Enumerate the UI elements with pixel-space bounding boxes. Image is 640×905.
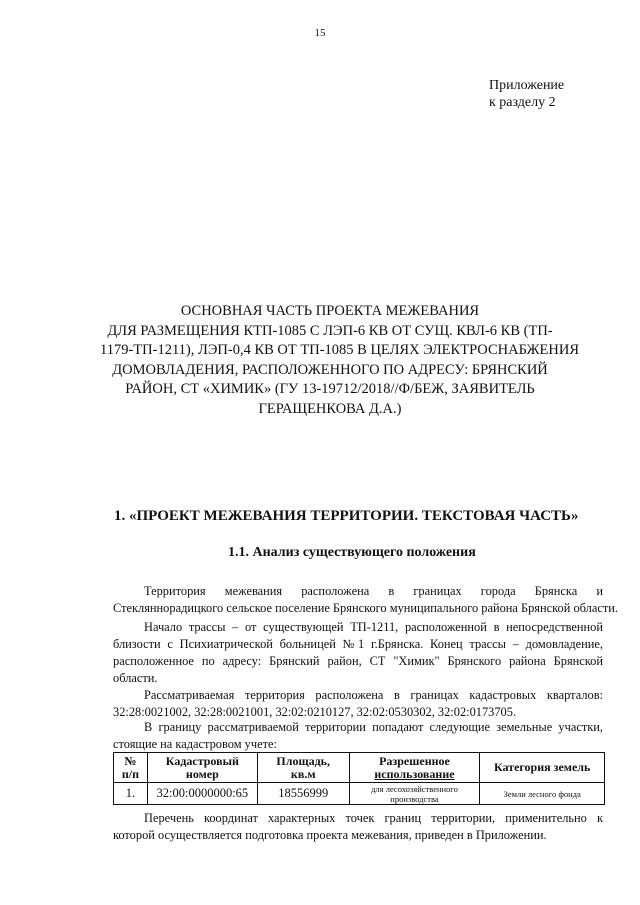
table-header-row bbox=[114, 753, 605, 783]
cell-land-category: Земли лесного фонда bbox=[480, 783, 605, 805]
paragraph-territory bbox=[113, 583, 618, 617]
title-line: ГЕРАЩЕНКОВА Д.А.) bbox=[258, 400, 402, 417]
cell-permitted-use: для лесохозяйственного производства bbox=[349, 783, 480, 805]
paragraph-line: области. bbox=[113, 671, 158, 685]
appendix-ref-line: к разделу 2 bbox=[489, 95, 556, 110]
paragraph-cadastral-quarters bbox=[113, 687, 603, 721]
header-land-category: Категория земель bbox=[480, 753, 605, 783]
paragraph-route bbox=[113, 619, 603, 687]
land-plots-table bbox=[113, 752, 605, 805]
paragraph-line: которой осуществляется подготовка проекта межевания, приведен в Приложении. bbox=[113, 828, 547, 842]
document-title bbox=[100, 302, 579, 420]
title-line: 1179-ТП-1211), ЛЭП-0,4 КВ ОТ ТП-1085 В ЦЕЛЯХ ЭЛЕКТРОСНАБЖЕНИЯ bbox=[100, 342, 579, 359]
header-area: Площадь, кв.м bbox=[257, 753, 349, 783]
header-number: № п/п bbox=[114, 753, 148, 783]
paragraph-line: расположенное по адресу: Брянский район, СТ "Химик" Брянского района Брянской bbox=[113, 654, 603, 668]
paragraph-line: Стекляннорадицкого сельское поселение Брянского муниципального района Брянской области. bbox=[113, 601, 618, 615]
paragraph-line: Рассматриваемая территория расположена в границах кадастровых кварталов: bbox=[144, 688, 603, 702]
paragraph-line: 32:28:0021002, 32:28:0021001, 32:02:0210127, 32:02:0530302, 32:02:0173705. bbox=[113, 705, 517, 719]
table-row bbox=[114, 783, 605, 805]
paragraph-line: близости с Психиатрической больницей №1 г.Брянска. Конец трассы – домовладение, bbox=[113, 637, 603, 651]
paragraph-line: стоящие на кадастровом учете: bbox=[113, 737, 277, 751]
paragraph-line: Начало трассы – от существующей ТП-1211, расположенной в непосредственной bbox=[144, 620, 603, 634]
title-line: РАЙОН, СТ «ХИМИК» (ГУ 13-19712/2018//Ф/БЕЖ, ЗАЯВИТЕЛЬ bbox=[125, 381, 535, 398]
cell-cadastral-number: 32:00:0000000:65 bbox=[147, 783, 257, 805]
title-line: ДОМОВЛАДЕНИЯ, РАСПОЛОЖЕННОГО ПО АДРЕСУ: БРЯНСКИЙ bbox=[112, 361, 548, 378]
header-permitted-use: Разрешенное использование bbox=[349, 753, 480, 783]
paragraph-line: В границу рассматриваемой территории попадают следующие земельные участки, bbox=[144, 720, 603, 734]
paragraph-land-plots bbox=[113, 719, 603, 753]
paragraph-coordinates bbox=[113, 810, 603, 844]
cell-area: 18556999 bbox=[257, 783, 349, 805]
paragraph-line: Перечень координат характерных точек границ территории, применительно к bbox=[144, 811, 603, 825]
subsection-heading: 1.1. Анализ существующего положения bbox=[228, 545, 476, 560]
appendix-reference bbox=[489, 77, 564, 111]
cell-number: 1. bbox=[114, 783, 148, 805]
paragraph-line: Территория межевания расположена в границах города Брянска и bbox=[144, 584, 603, 598]
appendix-ref-line: Приложение bbox=[489, 78, 565, 93]
page-number: 15 bbox=[314, 27, 326, 39]
section-heading: 1. «ПРОЕКТ МЕЖЕВАНИЯ ТЕРРИТОРИИ. ТЕКСТОВАЯ ЧАСТЬ» bbox=[114, 508, 579, 524]
title-line: ДЛЯ РАЗМЕЩЕНИЯ КТП-1085 С ЛЭП-6 КВ ОТ СУЩ. КВЛ-6 КВ (ТП- bbox=[107, 322, 553, 339]
title-line: ОСНОВНАЯ ЧАСТЬ ПРОЕКТА МЕЖЕВАНИЯ bbox=[180, 303, 480, 319]
header-cadastral-number: Кадастровый номер bbox=[147, 753, 257, 783]
